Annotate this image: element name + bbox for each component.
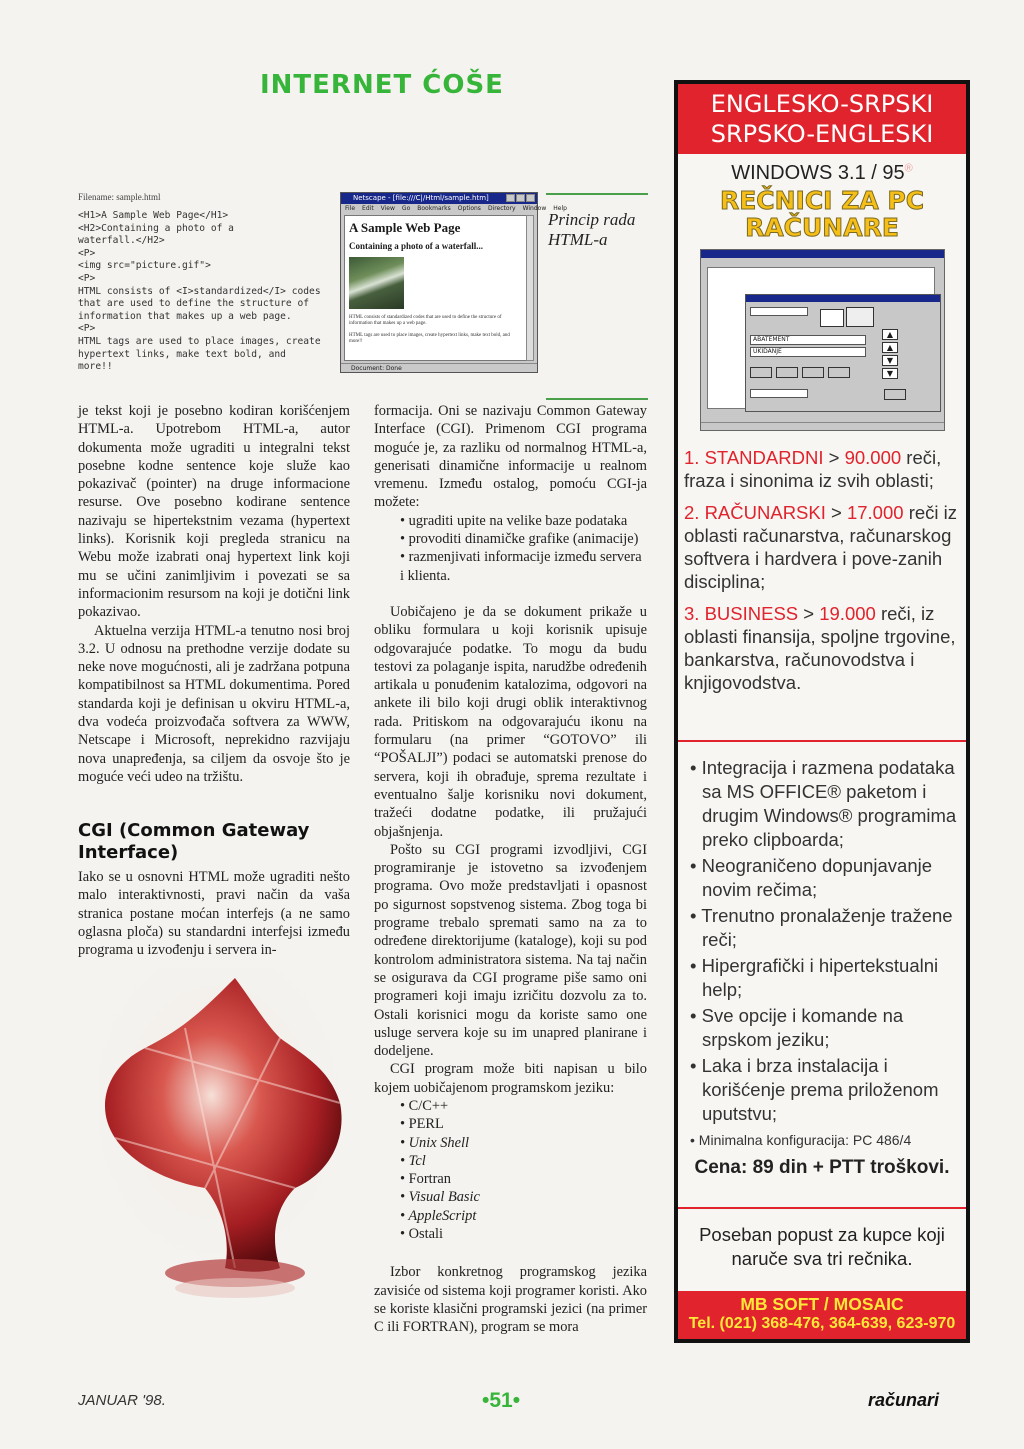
dictionary-advertisement [674,80,970,1343]
article-column-2 [374,402,647,1337]
registered-mark: ® [904,162,913,175]
cgi-heading: CGI (Common Gateway Interface) [78,820,310,863]
code-line: <H2>Containing a photo of a [78,222,234,234]
paragraph: Pošto su CGI programi izvodljivi, CGI programiranje je istovetno sa izvođenjem programa. Ovo može predstavljati i opasnost po sigurnost sopstvenog sistema. Zbog toga bi programe trebalo spremati samo na za to određene direktorijume (kataloge), koji su pod kontrolom administratora sistema. Na taj način se osigurava da CGI programe piše samo oni programeri koji imaju izričitu dozvolu za to. Ostali korisnici mogu da koriste samo one usluge servera koje su im unapred planirane i dodeljene. [374,841,647,1060]
code-line: <H1>A Sample Web Page</H1> [78,210,229,221]
list-item: • Tcl [400,1152,647,1170]
language-select [750,307,808,316]
feature-list [684,756,968,1154]
code-line: hypertext links, make text bold, and [78,348,286,360]
gt-sign: > [825,502,847,523]
windows-version [678,162,966,185]
company-name: MB SOFT / MOSAIC [740,1294,904,1314]
arrow-down-bottom-icon: ▼ [882,368,898,379]
dictionary-name: 3. BUSINESS [684,603,799,624]
code-line: more!! [78,361,113,373]
divider [678,740,966,742]
code-line: HTML consists of <I>standardized</I> codes [78,285,321,297]
magazine-name: računari [868,1390,940,1410]
dictionary-item [684,501,964,593]
dictionary-item [684,602,964,694]
code-line: HTML tags are used to place images, create [78,335,321,347]
dictionary-description: reči iz oblasti računarstva, računarskog softvera i hardvera i pove-zanih disciplina; [684,502,958,592]
app-button [828,367,850,378]
menu-item: Window [522,205,547,212]
article-column-1-continued [78,868,350,959]
paragraph: je tekst koji je posebno kodiran korišćenjem HTML-a. Upotrebom HTML-a, autor dokumenta može ugraditi u integralni tekst posebne kodne sentence koje služe kao pokazivač (pointer) na druge informacione resurse. Ove posebno kodirane sentence nazivaju se hipertekstnim vezama (hypertext links). Korisnik koji pregleda stranicu na Webu može izabrati onaj hypertext link koji mu se učini zanimljivim i povezati se sa informacionim resursom na koji je dotični link pokazivao. [78,403,350,621]
ad-product-title [678,187,966,241]
list-item: • PERL [400,1115,647,1133]
paragraph: Iako se u osnovni HTML može ugraditi nešto malo interaktivnosti, pravi način da vaša stranica postane moćan interfejs (a ne samo oglasna ploča) su standardni interfejsi između programa u izvođenju i servera in- [78,869,350,959]
paragraph: CGI program može biti napisan u bilo kojem uobičajenom programskom jeziku: [374,1061,647,1096]
close-icon [526,194,535,202]
list-item: • Unix Shell [400,1134,647,1152]
browser-statusbar: Document: Done [341,363,537,372]
dictionary-item [684,446,964,492]
arrow-up-top-icon: ▲ [882,329,898,340]
list-item: • AppleScript [400,1207,647,1225]
menu-item: Edit [362,205,374,212]
menu-item: Help [553,205,567,212]
price: Cena: 89 din + PTT troškovi. [694,1157,950,1178]
menu-item: View [380,205,395,212]
code-line: <P> [78,247,96,259]
menu-item: File [345,205,356,212]
paragraph: Aktuelna verzija HTML-a tenutno nosi broj 3.2. U odnosu na prethodne verzije dodate su neke nove mogućnosti, ali je zadržana potpuna kompatibilnost sa HTML dokumentima. Pored standarda koji je definisan u okviru HTML-a, dva vodeća proizvođača softvera za WWW, Netscape i Microsoft, neprekidno razvijaju nova unapređenja, sa ciljem da osvoje što je moguće veći udeo na tržištu. [78,622,350,785]
list-item: • Ostali [400,1225,647,1243]
phone-numbers: Tel. (021) 368-476, 364-639, 623-970 [688,1315,956,1332]
arrow-down-icon: ▼ [882,355,898,366]
menu-item: Options [457,205,481,212]
menu-item: Directory [487,205,516,212]
browser-screenshot [340,192,567,373]
code-line: <P> [78,272,96,284]
paragraph: Izbor konkretnog programskog jezika zavisiće od sistema koji programer koristi. Ako se koriste klasični programski jezici (na primer C ili FORTRAN), program se mora [374,1264,647,1336]
translation-field: UKIDANJE [750,347,866,357]
waterfall-photo [349,257,404,309]
result-select [750,389,808,398]
app-titlebar [701,250,944,258]
word-count: 17.000 [846,502,904,523]
minimize-icon [506,194,515,202]
app-button [802,367,824,378]
word-count: 90.000 [844,447,902,468]
list-item: • C/C++ [400,1097,647,1115]
browser-title: Netscape - [file:///C|/Html/sample.htm] [353,194,489,202]
app-button [776,367,798,378]
dictionary-name: 2. RAČUNARSKI [684,502,826,523]
list-item: • Fortran [400,1170,647,1188]
list-item: • razmenjivati informacije između servera i klienta. [400,548,647,585]
code-listing [78,192,333,374]
paragraph: formacija. Oni se nazivaju Common Gateway Interface (CGI). Primenom CGI programa moguće je, za razliku od normalnog HTML-a, generisati dinamične informacije u realnom vremenu. Između ostalog, pomoću CGI-ja možete: [374,403,647,511]
ad-title-line: ENGLESKO-SRPSKI [710,90,934,118]
code-line: waterfall.</H2> [78,235,165,247]
dictionary-icon [846,307,874,327]
list-item: • Visual Basic [400,1188,647,1206]
close-app-button [884,389,906,400]
feature-item: • Laka i brza instalacija i korišćenje prema priloženom uputstvu; [684,1054,968,1126]
taskbar [701,422,944,430]
browser-scrollbar [526,215,534,361]
gt-sign: > [798,603,820,624]
list-item: • ugraditi upite na velike baze podataka [400,512,647,530]
vase-illustration [85,968,350,1305]
code-line: <img src="picture.gif"> [78,260,211,272]
ad-product-title-line: RAČUNARE [745,213,899,242]
dictionary-description: reči, fraza i sinonima iz svih oblasti; [684,447,942,491]
ad-footer [678,1291,966,1339]
ad-title-line: SRPSKO-ENGLESKI [710,120,934,148]
feature-item: • Sve opcije i komande na srpskom jeziku; [684,1004,968,1052]
feature-item: • Hipergrafički i hipertekstualni help; [684,954,968,1002]
dialog-titlebar [746,295,940,302]
divider [678,1207,966,1209]
page-number: •51• [482,1389,521,1412]
section-title: INTERNET ĆOŠE [260,70,504,100]
ad-product-title-line: REČNICI ZA PC [719,186,925,215]
paragraph: Uobičajeno je da se dokument prikaže u obliku formulara u koji korisnik upisuje odgovarajuće podatke. To mogu da budu testovi za polaganje ispita, narudžbe određenih artikala u ponuđenim katalozima, odgovori na ankete ili bilo koji drugi oblik interaktivnog rada. Pritiskom na odgovarajuću ikonu na formularu (na primer “GOTOVO” ili “POŠALJI”) podaci se automatski prenose do servera, koji ih obrađuje, sprema rezultate i eventualno šalje korisniku novi dokument, tražeći dodatne podatke, ili pružajući objašnjenja. [374,603,647,840]
browser-menubar [341,204,567,214]
light-bulb-icon [820,309,844,327]
ad-header [678,84,966,154]
maximize-icon [516,194,525,202]
dictionary-list [684,446,964,703]
list-item: • provoditi dinamičke grafike (animacije) [400,530,647,548]
feature-item: • Minimalna konfiguracija: PC 486/4 [684,1128,968,1152]
browser-content [344,215,527,361]
sample-paragraph: HTML tags are used to place images, create hypertext links, make text bold, and more!! [349,333,510,344]
figure-caption: Princip rada HTML-a [548,210,636,249]
sample-paragraph: HTML consists of standardized codes that are used to define the structure of information that makes up a web page. [349,315,502,326]
word-count: 19.000 [819,603,876,624]
dictionary-name: 1. STANDARDNI [684,447,824,468]
code-line: <P> [78,323,96,335]
app-menubar [701,258,944,265]
language-list [374,1097,647,1243]
browser-titlebar [341,193,537,204]
sample-subheading: Containing a photo of a waterfall... [349,241,484,251]
arrow-up-icon: ▲ [882,342,898,353]
code-line: information that makes up a web page. [78,310,292,322]
issue-date: JANUAR '98. [78,1392,166,1409]
sample-heading: A Sample Web Page [349,220,461,235]
gt-sign: > [823,447,845,468]
dictionary-description: reči, iz oblasti finansija, spoljne trgovine, bankarstva, računovodstva i knjigovodstva. [684,603,956,693]
code-line: that are used to define the structure of [78,298,310,310]
dictionary-app-screenshot [700,249,945,431]
code-filename: Filename: sample.html [78,192,161,202]
caption-rule [546,398,648,400]
app-workspace [707,267,935,409]
app-dialog [745,294,941,412]
cgi-capabilities-list [374,512,647,585]
app-button [750,367,772,378]
article-column-1 [78,402,350,786]
menu-item: Go [401,205,411,212]
feature-item: • Integracija i razmena podataka sa MS OFFICE® paketom i drugim Windows® programima preko clipboarda; [684,756,968,852]
feature-item: • Neograničeno dopunjavanje novim rečima; [684,854,968,902]
word-input: ABATEMENT [750,335,866,345]
caption-rule [546,193,648,195]
promo-text: Poseban popust za kupce koji naruče sva tri rečnika. [699,1224,945,1269]
windows-version-text: WINDOWS 3.1 / 95 [731,162,905,184]
menu-item: Bookmarks [417,205,451,212]
feature-item: • Trenutno pronalaženje tražene reči; [684,904,968,952]
